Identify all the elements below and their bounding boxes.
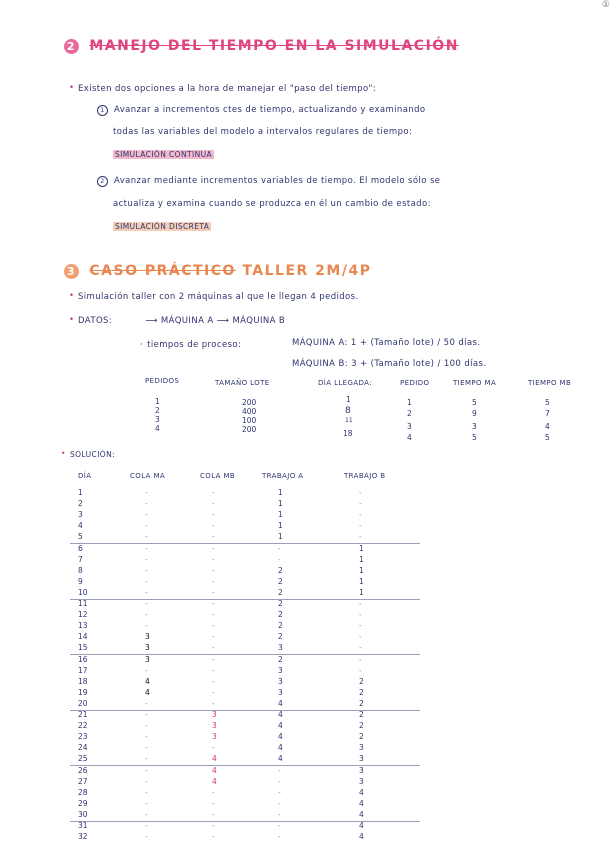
highlight-text: SIMULACIÓN CONTINUA [115, 150, 213, 159]
dia-cell: 1 [78, 488, 83, 497]
dia-cell: 6 [78, 543, 83, 553]
option-1-line-2: todas las variables del modelo a intervalos regulares de tiempo: [113, 127, 413, 137]
cola-ma-cell: - [145, 488, 148, 497]
bullet-datos [78, 316, 285, 326]
intro-text: • Existen dos opciones a la hora de manejar el "paso del tiempo": [78, 84, 376, 94]
cola-mb-cell: - [212, 654, 215, 664]
option-2-line-1 [97, 176, 440, 187]
dia-cell: 8 [78, 565, 83, 575]
trabajo-b-cell: 2 [359, 676, 364, 686]
cola-ma-cell: - [145, 787, 148, 797]
col-header-cola-mb: COLA MB [200, 472, 236, 480]
tag-simulacion-discreta [113, 222, 211, 231]
lote-cell: 100 [242, 416, 257, 425]
tma-cell: 3 [472, 422, 477, 431]
cola-mb-cell: 4 [212, 754, 217, 764]
dia-cell: 17 [78, 665, 88, 675]
dia-cell: 14 [78, 632, 88, 642]
cola-ma-cell: - [145, 776, 148, 786]
col-header-trabajo-b: TRABAJO B [344, 472, 386, 480]
cola-mb-cell: 3 [212, 732, 217, 742]
trabajo-b-cell: - [359, 488, 362, 497]
dia-cell: 2 [78, 499, 83, 509]
cola-mb-cell: - [212, 532, 215, 542]
col-header-dia: DÍA [78, 472, 92, 480]
col-header-llegada: DÍA LLEGADA: [318, 379, 372, 387]
trabajo-a-cell: - [278, 776, 281, 786]
col-header-trabajo-a: TRABAJO A [262, 472, 304, 480]
col-header-pedido: PEDIDO [400, 379, 430, 387]
dia-cell: 25 [78, 754, 88, 764]
trabajo-b-cell: 3 [359, 765, 364, 775]
trabajo-b-cell: 2 [359, 698, 364, 708]
dia-cell: 31 [78, 821, 88, 830]
trabajo-a-cell: 1 [278, 532, 283, 542]
col-header-pedidos: PEDIDOS [145, 377, 180, 385]
cola-mb-cell: - [212, 787, 215, 797]
trabajo-a-cell: 3 [278, 687, 283, 697]
cola-ma-cell: - [145, 821, 148, 830]
cola-mb-cell: - [212, 554, 215, 564]
trabajo-a-cell: 4 [278, 732, 283, 742]
cola-ma-cell: - [145, 499, 148, 509]
pedido2-cell: 1 [407, 398, 412, 407]
dia-cell: 27 [78, 776, 88, 786]
cola-ma-cell: - [145, 798, 148, 808]
trabajo-a-cell: - [278, 832, 281, 842]
cola-ma-cell: - [145, 621, 148, 631]
dia-cell: 32 [78, 832, 88, 842]
trabajo-b-cell: - [359, 599, 362, 608]
cola-ma-cell: - [145, 732, 148, 742]
highlight-text: SIMULACIÓN DISCRETA [115, 222, 210, 231]
table-header-row [70, 472, 540, 484]
dia-cell: 4 [78, 521, 83, 531]
dia-cell: 7 [78, 554, 83, 564]
solucion-label: • SOLUCIÓN: [70, 450, 115, 459]
cola-ma-cell: 4 [145, 676, 150, 686]
arrow-icon: ⟶ [145, 316, 158, 326]
tiempo-machine-b: MÁQUINA B: 3 + (Tamaño lote) / 100 días. [292, 359, 487, 369]
trabajo-b-cell: 4 [359, 787, 364, 797]
trabajo-a-cell: - [278, 809, 281, 819]
trabajo-a-cell: 2 [278, 599, 283, 608]
trabajo-b-cell: 2 [359, 721, 364, 731]
cola-ma-cell: 4 [145, 687, 150, 697]
cola-ma-cell: - [145, 587, 148, 597]
trabajo-b-cell: - [359, 521, 362, 531]
lote-cell: 400 [242, 407, 257, 416]
cola-mb-cell: - [212, 676, 215, 686]
trabajo-b-cell: 1 [359, 587, 364, 597]
trabajo-b-cell: 4 [359, 798, 364, 808]
dia-cell: 26 [78, 765, 88, 775]
trabajo-b-cell: - [359, 643, 362, 653]
tiempos-text: tiempos de proceso: [147, 340, 242, 350]
section-title: MANEJO DEL TIEMPO EN LA SIMULACIÓN [89, 38, 459, 54]
trabajo-a-cell: 4 [278, 698, 283, 708]
trabajo-b-cell: - [359, 632, 362, 642]
option-1-text: Avanzar a incrementos ctes de tiempo, actualizando y examinando [114, 105, 426, 115]
dia-cell: 12 [78, 610, 88, 620]
pedido-cell: 1 [155, 397, 160, 406]
trabajo-b-cell: - [359, 621, 362, 631]
dia-cell: 28 [78, 787, 88, 797]
trabajo-b-cell: - [359, 654, 362, 664]
trabajo-b-cell: 1 [359, 576, 364, 586]
cola-mb-cell: - [212, 832, 215, 842]
trabajo-a-cell: - [278, 821, 281, 830]
trabajo-a-cell: 1 [278, 521, 283, 531]
trabajo-b-cell: 3 [359, 743, 364, 753]
dia-cell: 5 [78, 532, 83, 542]
dia-cell: 24 [78, 743, 88, 753]
cola-mb-cell: - [212, 587, 215, 597]
trabajo-a-cell: 2 [278, 654, 283, 664]
trabajo-b-cell: 4 [359, 832, 364, 842]
llegada-cell: 18 [343, 429, 353, 438]
option-2-text: Avanzar mediante incrementos variables de tiempo. El modelo sólo se [114, 176, 441, 186]
dia-cell: 15 [78, 643, 88, 653]
llegada-cell: 1 [346, 395, 351, 404]
option-number: 2 [97, 176, 108, 187]
trabajo-a-cell: 4 [278, 721, 283, 731]
section-title-struck: CASO PRÁCTICO [89, 263, 236, 279]
cola-ma-cell: - [145, 565, 148, 575]
trabajo-b-cell: 3 [359, 754, 364, 764]
trabajo-a-cell: 2 [278, 621, 283, 631]
cola-mb-cell: - [212, 521, 215, 531]
dia-cell: 22 [78, 721, 88, 731]
dia-cell: 23 [78, 732, 88, 742]
cola-mb-cell: - [212, 543, 215, 553]
trabajo-a-cell: - [278, 787, 281, 797]
cola-mb-cell: - [212, 743, 215, 753]
trabajo-a-cell: - [278, 765, 281, 775]
option-number: 1 [97, 105, 108, 116]
dia-cell: 29 [78, 798, 88, 808]
section-2-heading [64, 38, 459, 54]
cola-mb-cell: 4 [212, 776, 217, 786]
cola-mb-cell: - [212, 643, 215, 653]
trabajo-a-cell: 2 [278, 576, 283, 586]
trabajo-a-cell: - [278, 543, 281, 553]
trabajo-b-cell: 2 [359, 710, 364, 719]
cola-ma-cell: - [145, 610, 148, 620]
trabajo-a-cell: - [278, 554, 281, 564]
cola-ma-cell: - [145, 809, 148, 819]
cola-ma-cell: - [145, 532, 148, 542]
trabajo-a-cell: 4 [278, 710, 283, 719]
trabajo-b-cell: - [359, 665, 362, 675]
cola-mb-cell: - [212, 610, 215, 620]
page-number-mark: ① [601, 0, 610, 10]
cola-mb-cell: - [212, 599, 215, 608]
trabajo-b-cell: 1 [359, 565, 364, 575]
tma-cell: 9 [472, 409, 477, 418]
tma-cell: 5 [472, 398, 477, 407]
section-3-heading [64, 263, 371, 279]
cola-ma-cell: - [145, 543, 148, 553]
cola-ma-cell: - [145, 710, 148, 719]
trabajo-b-cell: 4 [359, 821, 364, 830]
trabajo-b-cell: - [359, 610, 362, 620]
trabajo-b-cell: - [359, 532, 362, 542]
trabajo-b-cell: 2 [359, 687, 364, 697]
trabajo-a-cell: 2 [278, 610, 283, 620]
cola-ma-cell: - [145, 832, 148, 842]
cola-ma-cell: - [145, 510, 148, 520]
cola-mb-cell: - [212, 632, 215, 642]
dia-cell: 18 [78, 676, 88, 686]
trabajo-a-cell: 3 [278, 676, 283, 686]
tag-simulacion-continua [113, 150, 214, 159]
dia-cell: 13 [78, 621, 88, 631]
section-title-rest: TALLER 2M/4P [242, 263, 372, 279]
cola-mb-cell: - [212, 821, 215, 830]
col-header-lote: TAMAÑO LOTE [215, 379, 270, 387]
trabajo-a-cell: - [278, 798, 281, 808]
cola-ma-cell: 3 [145, 643, 150, 653]
cola-mb-cell: - [212, 621, 215, 631]
tma-cell: 5 [472, 433, 477, 442]
trabajo-a-cell: 3 [278, 643, 283, 653]
trabajo-b-cell: - [359, 510, 362, 520]
pedido-cell: 3 [155, 415, 160, 424]
tmb-cell: 7 [545, 409, 550, 418]
dia-cell: 30 [78, 809, 88, 819]
datos-label: DATOS: [78, 316, 113, 326]
cola-ma-cell: - [145, 576, 148, 586]
cola-ma-cell: - [145, 599, 148, 608]
pedido-cell: 4 [155, 424, 160, 433]
cola-ma-cell: 3 [145, 654, 150, 664]
trabajo-a-cell: 2 [278, 565, 283, 575]
dia-cell: 11 [78, 599, 88, 608]
tmb-cell: 4 [545, 422, 550, 431]
cola-ma-cell: - [145, 721, 148, 731]
flow-machine-a: MÁQUINA A [160, 316, 214, 326]
cola-mb-cell: 3 [212, 721, 217, 731]
trabajo-b-cell: 3 [359, 776, 364, 786]
pedido-cell: 2 [155, 406, 160, 415]
flow-machine-b: MÁQUINA B [232, 316, 286, 326]
cola-mb-cell: - [212, 798, 215, 808]
bullet-simulacion: • Simulación taller con 2 máquinas al que le llegan 4 pedidos. [78, 292, 359, 302]
trabajo-a-cell: 1 [278, 499, 283, 509]
option-1-line-1 [97, 105, 426, 116]
cola-mb-cell: - [212, 488, 215, 497]
trabajo-b-cell: 2 [359, 732, 364, 742]
trabajo-a-cell: 2 [278, 632, 283, 642]
tiempos-label: · tiempos de proceso: [140, 340, 242, 350]
col-header-tiempo-mb: TIEMPO MB [528, 379, 572, 387]
trabajo-a-cell: 3 [278, 665, 283, 675]
pedido2-cell: 4 [407, 433, 412, 442]
dia-cell: 19 [78, 687, 88, 697]
section-number-badge: 2 [64, 39, 79, 54]
trabajo-b-cell: 1 [359, 543, 364, 553]
cola-ma-cell: - [145, 754, 148, 764]
arrow-icon: ⟶ [216, 316, 230, 326]
tmb-cell: 5 [545, 433, 550, 442]
cola-ma-cell: - [145, 765, 148, 775]
cola-mb-cell: - [212, 698, 215, 708]
cola-ma-cell: - [145, 698, 148, 708]
cola-mb-cell: - [212, 499, 215, 509]
trabajo-a-cell: 4 [278, 754, 283, 764]
pedido2-cell: 2 [407, 409, 412, 418]
cola-mb-cell: - [212, 510, 215, 520]
trabajo-a-cell: 4 [278, 743, 283, 753]
dia-cell: 3 [78, 510, 83, 520]
option-2-line-2: actualiza y examina cuando se produzca en él un cambio de estado: [113, 199, 431, 209]
cola-mb-cell: 3 [212, 710, 217, 719]
llegada-cell: 8 [345, 406, 351, 416]
cola-ma-cell: - [145, 521, 148, 531]
pedidos-table [135, 377, 605, 447]
pedido2-cell: 3 [407, 422, 412, 431]
col-header-cola-ma: COLA MA [130, 472, 166, 480]
dia-cell: 9 [78, 576, 83, 586]
cola-mb-cell: - [212, 576, 215, 586]
cola-mb-cell: 4 [212, 765, 217, 775]
cola-ma-cell: - [145, 554, 148, 564]
cola-ma-cell: - [145, 743, 148, 753]
tmb-cell: 5 [545, 398, 550, 407]
cola-mb-cell: - [212, 809, 215, 819]
cola-ma-cell: 3 [145, 632, 150, 642]
lote-cell: 200 [242, 425, 257, 434]
table-row [70, 832, 540, 844]
cola-mb-cell: - [212, 565, 215, 575]
llegada-cell: 11 [345, 417, 353, 424]
dia-cell: 21 [78, 710, 88, 719]
dia-cell: 20 [78, 698, 88, 708]
trabajo-a-cell: 1 [278, 488, 283, 497]
trabajo-b-cell: 1 [359, 554, 364, 564]
lote-cell: 200 [242, 398, 257, 407]
cola-mb-cell: - [212, 687, 215, 697]
section-number-badge: 3 [64, 264, 79, 279]
trabajo-b-cell: 4 [359, 809, 364, 819]
cola-mb-cell: - [212, 665, 215, 675]
trabajo-b-cell: - [359, 499, 362, 509]
tiempo-machine-a: MÁQUINA A: 1 + (Tamaño lote) / 50 días. [292, 338, 481, 348]
dia-cell: 16 [78, 654, 88, 664]
dia-cell: 10 [78, 587, 88, 597]
trabajo-a-cell: 2 [278, 587, 283, 597]
cola-ma-cell: - [145, 665, 148, 675]
col-header-tiempo-ma: TIEMPO MA [453, 379, 497, 387]
trabajo-a-cell: 1 [278, 510, 283, 520]
